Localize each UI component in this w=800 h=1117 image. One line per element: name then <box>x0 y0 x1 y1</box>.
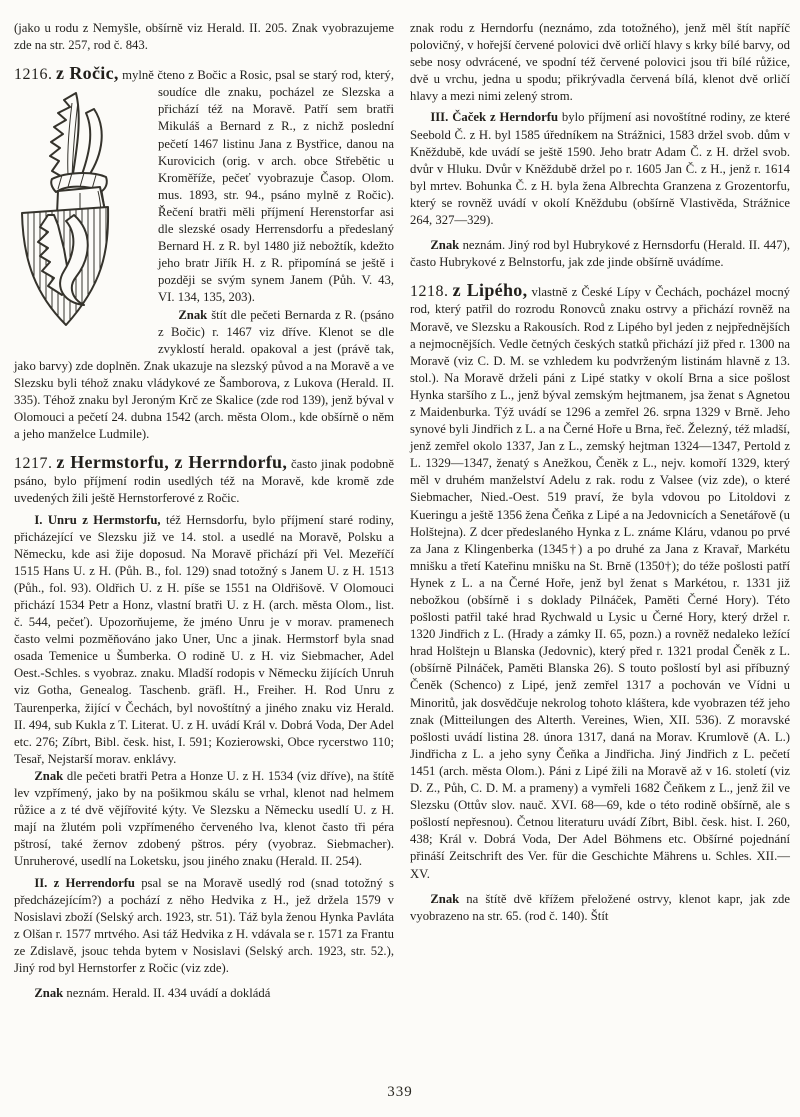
znak-text: neznám. Herald. II. 434 uvádí a dokládá <box>63 986 271 1001</box>
entry-1217-name: z Hermstorfu, z Herrndorfu, <box>56 452 288 473</box>
entry-1218-znak-paragraph <box>410 891 790 925</box>
continuation-paragraph-right: znak rodu z Herndorfu (neznámo, zda totožného), jenž měl štít napříč polovičný, v hořejší červené polovici dvě orličí hlavy s krky bílé barvy, od sebe nosy odvrácené, ve spodní též červené polovici jsou tři bílé růžice, dvě u vrchu, jedna u spodu; přikrývadla červená bílá, klenot dvě orličí hlavy a mezi nimi zelený strom. <box>410 21 790 104</box>
continuation-paragraph: (jako u rodu z Nemyšle, obšírně viz Herald. II. 205. Znak vyobrazujeme zde na str. 257, rod č. 843. <box>14 21 394 53</box>
section-3-znak-paragraph <box>410 237 790 271</box>
left-column <box>14 20 394 1002</box>
entry-1218-number: 1218. <box>410 283 449 301</box>
coat-of-arms-illustration <box>14 87 148 339</box>
section-1-znak-paragraph <box>14 768 394 871</box>
entry-1218-paragraph <box>410 282 790 882</box>
entry-1216-paragraph <box>14 65 394 306</box>
section-1-text: též Hernsdorfu, bylo příjmení staré rodiny, přicházející ve Slezsku již ve 14. stol. a usedlé na Moravě, Polsku a Německu, kde asi žije doposud. Na Moravě přichází při Vel. Mezeříčí 1515 Hans U. z H. (Půh. B., fol. 129) snad totožný s Janem U. z H. 1513 (Půh., fol. 93). Oldřich U. z H. píše se 1551 na Oldřišově. V Olomouci přichází 1534 Petr a Honz, vlastní bratři U. z H. (arch. města Olom., list. č. 544, pečeť). Upozorňujeme, že jméno Unru je v morav. pramenech často velmi pozměňováno jako Uner, Unc a jinak. Hermstorf byla snad osada Temenice u Šumberka. O rodině U. z H. viz Siebmacher, Adel Oest.-Schles. s vyobraz. znaku. Mladší rodopis v Německu žijících Unruh viz Gotha, Genealog. Taschenb. gräfl. H., Freiher. H. Rod Unru z Taurenperka, žijící v Čechách, byl novoštítný a jiného znaku viz Herald. II. 494, sub Kukla z T. Literat. U. z H. uvádí Král v. Dobrá Voda, Der Adel etc. 276; Zíbrt, Bibl. česk. hist, I. 591; Kozierowski, Obce rycerstwo 110; Tesař, Nejstarší morav. enklávy. <box>14 512 394 766</box>
znak-text: na štítě dvě křížem přeložené ostrvy, klenot kapr, jak zde vyobrazeno na str. 65. (rod č. 140). Štít <box>410 891 790 923</box>
entry-1216-body-text: se starý rod, který, soudíce dle znaku, pocházel ze Slezska a přichází též na Moravě. Patří sem bratři Mikuláš a Bernard z R., z nichž poslední pečetí 1467 listinu Jana z Bystřice, danou na Kurovicich (orig. v arch. obce Střebětic u Kroměříže, pečeť vyobrazuje Časop. Olom. mus. 1893, str. 94., psáno mylně z Ročic). Řečení bratři měli příjmení Herenstorfar asi dle slezské osady Herrensdorfu a předeslaný Bernard H. z R. byl 1480 již nebožtík, kdežto jeho bratr Jiřík H. z R. připomíná se ještě i později se svým synem Janem (Půh. V. 43, VI. 134, 135, 203). <box>158 68 395 305</box>
znak-text: dle pečeti bratři Petra a Honze U. z H. 1534 (viz dříve), na štítě lev vzpřímený, jako by na pošikmou skálu se vrhal, klenot nad helmem růžice a z té dvě vějířovité kýty. Ve Slezsku a Německu usedlí U. z H. mají na žlutém poli vzpřímeného červeného lva, klenot často tři péra pštrosí, také žernov zdobený pštros. péry (vyobraz. Siebmacher). Unruherové, usedlí na Loketsku, jsou jiného znaku (Herald. II. 254). <box>14 768 394 869</box>
section-3-cacek-paragraph <box>410 109 790 229</box>
section-2-text: psal se na Moravě usedlý rod (snad totožný s předcházejícím?) a pochází z něho Hedvika z H., jež držela 1579 v Nosislavi zboží (Selský arch. 1923, str. 51). Táž byla ženou Hynka Pavláta z Olšan r. 1577 mrtvého. Asi táž Hedvika z H. vdávala se r. 1571 za Frantu ze Zdislavě, jsouc tehda bytem v Nosislavi (Selský arch. 1923, str. 52.), Jiný rod byl Hernstorfer z Ročic (viz zde). <box>14 875 394 975</box>
znak-text: neznám. Jiný rod byl Hubrykové z Hernsdorfu (Herald. II. 447), často Hubrykové z Belnstorfu, jak zde jinde obšírně uvádíme. <box>410 238 790 270</box>
section-3-label: III. Čaček z Herndorfu <box>430 110 558 125</box>
znak-label: Znak <box>34 768 64 783</box>
znak-label: Znak <box>34 986 64 1001</box>
entry-1217-number: 1217. <box>14 455 53 473</box>
entry-1216-lead-text: mylně čteno z Bočic a Rosic, psal <box>118 68 296 83</box>
section-1-unru-paragraph <box>14 512 394 768</box>
entry-1217-body-text: často jinak podobně psáno, bylo příjmení rodin usedlých též na Moravě, kde kromě zde uvedených žili ještě Hernstorferové z Ročic. <box>14 457 394 506</box>
section-1-label: I. Unru z Hermstorfu, <box>34 512 161 527</box>
section-2-label: II. z Herrendorfu <box>34 875 135 890</box>
section-3-text: bylo příjmení asi novoštítné rodiny, ze které Seebold Č. z H. byl 1585 úředníkem na Strážnici, 1583 držel svob. dům v Kněždubě, kde uvádí se ještě 1590. Jeho bratr Adam Č. z H. držel svob. dvůr v Hluku. Dvůr v Kněždubě držel po r. 1605 Jan Č. z H., jenž r. 1614 byl mrtev. Bohunka Č. z H. byla žena Albrechta Granzena z Grozentorfu, který se rovněž uvádí v okolí Kněždubu (obšírně Vlastivěda, Strážnice 264, 327—329). <box>410 110 790 228</box>
section-2-znak-paragraph <box>14 985 394 1002</box>
entry-1218-body-text: vlastně z České Lípy v Čechách, pocházel mocný rod, který patřil do rozrodu Ronovců znaku ostrvy a přichází rovněž na Moravě, ve Slezsku a Rakousích. Rod z Lipého byl jeden z nejpřednějších a nejmocnějších. Vedle četných českých statků přichází již před r. 1300 na Moravě (viz C. D. M. se vzhledem ku podvrženým listinám hlavně z 13. stol.). Na Moravě drželi páni z Lipé statky v okolí Brna a sice pošlost Hynka staršího z L., jenž býval zemským hejtmanem, jsa ženat s Agnetou z Maidenburka. Týž uvádí se 1296 a zemřel 26. srpna 1329 v Brně. Jeho synové byli Jindřich z L. a na Černé Hoře u Brna, řeč. Železný, též mladší, jenž zemřel okolo 1337, Jan z L., zemský hejtman 1324—1347, Pertold z L. 1329—1347, ženatý s Anežkou, Čeněk z L., nejv. komoří 1329, který měl v druhém manželství Adelu z rak. rodu z Valsee (viz zde), o které Siebmacher, Nied.-Oest. 519 praví, že byla vdovou po Litoldovi z Kueringu a ještě 1356 žena Čeňka z Lipé a na Jedovnicích a Senetářově (u Holštejna). Z dcer předeslaného Hynka z L. známe Kláru, vdanou po prvé za Jana z Klingenberka (1345†) a po druhé za Jana z Kravař, Markétu mnišku a třetí Kateřinu mnišku na St. Brně (1350†); do téže pošlosti patří Hynek z L. a na Černé Hoře, jenž byl ženat s Markétou, r. 1331 již nebožkou (obšírně i s doklady Pilnáček, Paměti Černé Hory). Této pošlosti patřil také hrad Rychwald u Lysic u Černé Hory, který držel r. 1320 Jindřich z L. (Hrady a zámky II. 65, pozn.) a rovněž nedaleko ležící hrad Holštejn u Blanska (Jedovnic), který před r. 1321 prodal Čeněk z L. (obšírně Pilnáček, Paměti Blanska 26). S touto pošlostí byl asi příbuzný Čeněk (Schenco) z Lipé, jenž zemřel 1317 a pochován ve Vídni u Minoritů, jak dosvědčuje nekrolog tohoto kláštera, kde vyobrazen též jeho znak (Mitteilungen des Alterth. Vereines, Wien, XII. 536). Z moravské pošlosti uvádí listina 28. února 1317, daná na Morav. Krumlově (A. L.) Jindřicha z L. a jeho syny Čeňka a Jindřicha. Jiný Jindřich z L. pečetí 1451 (arch. města Olom.). Páni z Lipé žili na Moravě až v 16. století (viz D. Z., Půh, C. D. M. a prameny) a vymřeli 1682 Čeňkem z L., jenž žil ve Slezsku (Ottův slov. nauč. XVI. 68—69, kde o této rodině obšírně, ale s pošlostí nepřesnou). Četnou literaturu uvádí Zíbrt, Bibl. česk. hist. I. 260, 438; Král v. Dobrá Voda, Der Adel Böhmens etc. Obšírné pojednání přináší Zeitschrift des Ver. für die Geschichte Mährens u. Schles. XII.—XV. <box>410 285 791 881</box>
entry-1218-name: z Lipého, <box>452 280 528 301</box>
entry-1216-name: z Ročic, <box>55 63 119 84</box>
entry-1216-number: 1216. <box>14 66 53 84</box>
znak-label: Znak <box>178 307 208 322</box>
two-column-text-block <box>14 20 790 1002</box>
znak-label: Znak <box>430 238 460 253</box>
page-number: 339 <box>387 1084 413 1100</box>
znak-text: štít dle pečeti Bernarda z R. (psáno z Bočic) r. 1467 viz dříve. Klenot se dle zvyklostí herald. opakoval a jest (právě tak, jako barvy) zde doplněn. Znak ukazuje na slezský původ a na Moravě a ve Slezsku byli téhož znaku vládykové ze Šamborova, z Lukova (Herald. II. 335). Téhož znaku byl Jeroným Krč ze Skalice (zde rod 139), jenž býval v Olomouci a pečetí 24. dubna 1542 (arch. města Olom., kde obšírně o něm a jeho manželce Ludmile). <box>14 307 394 442</box>
znak-label: Znak <box>430 891 460 906</box>
section-2-herrendorf-paragraph <box>14 875 394 978</box>
right-column <box>410 20 790 1002</box>
entry-1217-paragraph <box>14 454 394 507</box>
